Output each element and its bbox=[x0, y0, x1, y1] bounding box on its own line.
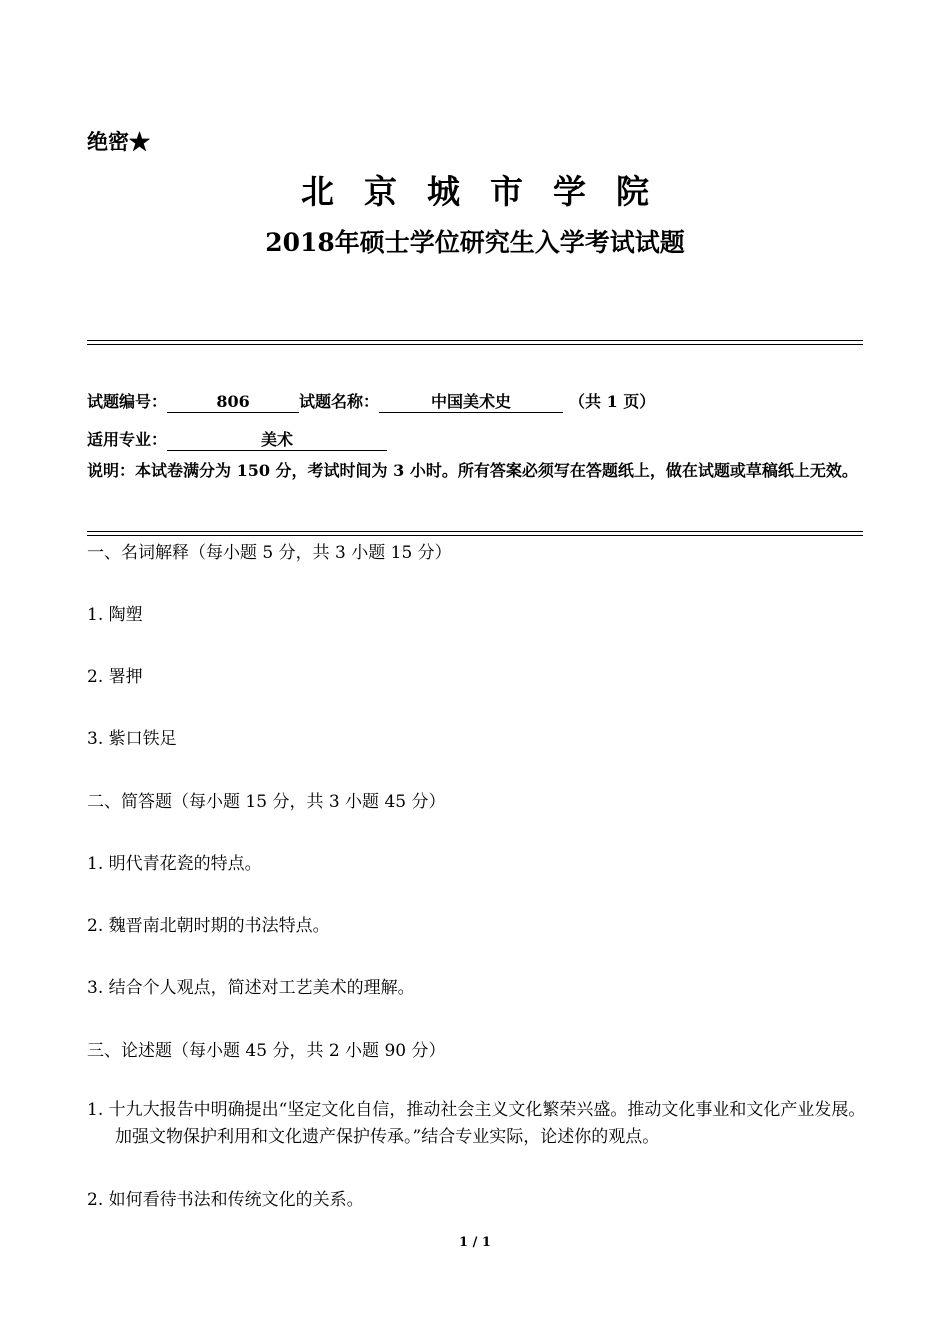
question-item: 2. 署押 bbox=[87, 667, 143, 687]
header-divider-top bbox=[87, 340, 863, 341]
exam-instructions: 说明：本试卷满分为 150 分，考试时间为 3 小时。所有答案必须写在答题纸上，做在试题或草稿纸上无效。 bbox=[87, 461, 858, 480]
section-heading: 二、简答题（每小题 15 分，共 3 小题 45 分） bbox=[87, 792, 446, 812]
header-divider-bottom bbox=[87, 344, 863, 345]
info-divider-top bbox=[87, 531, 863, 532]
exam-code-label: 试题编号： bbox=[87, 392, 168, 411]
question-item: 1. 十九大报告中明确提出“坚定文化自信，推动社会主义文化繁荣兴盛。推动文化事业和文化产业发展。加强文物保护利用和文化遗产保护传承。”结合专业实际，论述你的观点。 bbox=[87, 1100, 866, 1147]
section-heading: 一、名词解释（每小题 5 分，共 3 小题 15 分） bbox=[87, 543, 452, 563]
exam-name-value: 中国美术史 bbox=[379, 392, 563, 413]
major-value: 美术 bbox=[167, 430, 387, 451]
question-item: 2. 魏晋南北朝时期的书法特点。 bbox=[87, 916, 330, 936]
info-divider-bottom bbox=[87, 535, 863, 536]
section-heading: 三、论述题（每小题 45 分，共 2 小题 90 分） bbox=[87, 1041, 446, 1061]
question-item: 1. 陶塑 bbox=[87, 605, 143, 625]
question-item: 3. 结合个人观点，简述对工艺美术的理解。 bbox=[87, 978, 415, 998]
confidential-label: 绝密★ bbox=[87, 129, 150, 154]
school-name: 北京城市学院 bbox=[301, 172, 679, 211]
question-item: 3. 紫口铁足 bbox=[87, 729, 177, 749]
question-item: 2. 如何看待书法和传统文化的关系。 bbox=[87, 1190, 364, 1210]
exam-code-row bbox=[87, 389, 655, 413]
major-label: 适用专业： bbox=[87, 430, 168, 449]
major-row bbox=[87, 427, 387, 451]
page-count-note: （共 1 页） bbox=[569, 392, 656, 411]
exam-title: 2018年硕士学位研究生入学考试试题 bbox=[265, 228, 685, 257]
page-number: 1 / 1 bbox=[459, 1235, 491, 1250]
exam-code-value: 806 bbox=[167, 392, 299, 413]
question-item: 1. 明代青花瓷的特点。 bbox=[87, 854, 262, 874]
exam-name-label: 试题名称： bbox=[299, 392, 380, 411]
